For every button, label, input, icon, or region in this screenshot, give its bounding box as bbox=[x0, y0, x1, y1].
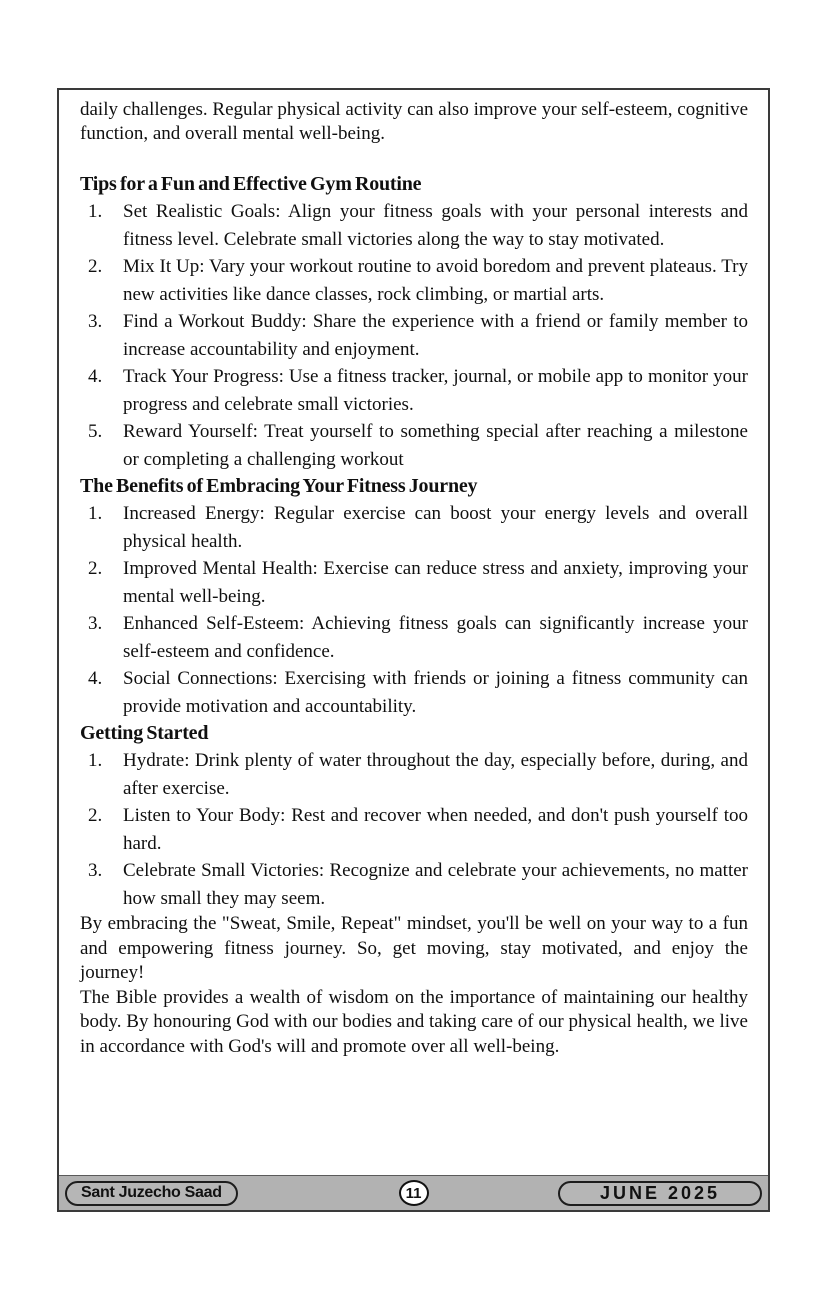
list-item-number: 4. bbox=[88, 668, 103, 689]
benefits-list bbox=[80, 500, 748, 720]
list-item-number: 5. bbox=[88, 421, 103, 442]
list-item bbox=[80, 363, 748, 418]
page-number-label: 11 bbox=[405, 1184, 422, 1202]
closing-paragraph: The Bible provides a wealth of wisdom on the importance of maintaining our healthy body. By honouring God with our bodies and taking care of our physical health, we live in accordance with God's will and promote over all well-being. bbox=[80, 986, 748, 1057]
issue-date-label: JUNE 2025 bbox=[599, 1182, 721, 1203]
list-item-number: 1. bbox=[88, 750, 103, 771]
list-item-text: Increased Energy: Regular exercise can boost your energy levels and overall physical health. bbox=[123, 503, 748, 552]
list-item-text: Social Connections: Exercising with friends or joining a fitness community can provide motivation and accountability. bbox=[123, 668, 748, 717]
publication-name-label: Sant Juzecho Saad bbox=[81, 1184, 222, 1201]
list-item bbox=[80, 198, 748, 253]
list-item-number: 2. bbox=[88, 558, 103, 579]
intro-paragraph: daily challenges. Regular physical activity can also improve your self-esteem, cognitive function, and overall mental well-being. bbox=[80, 99, 748, 144]
list-item-number: 2. bbox=[88, 805, 103, 826]
list-item bbox=[80, 555, 748, 610]
list-item bbox=[80, 857, 748, 912]
list-item bbox=[80, 500, 748, 555]
list-item-number: 4. bbox=[88, 366, 103, 387]
list-item-number: 2. bbox=[88, 256, 103, 277]
issue-date-badge bbox=[558, 1181, 762, 1206]
list-item-number: 3. bbox=[88, 311, 103, 332]
list-item bbox=[80, 665, 748, 720]
list-item-text: Mix It Up: Vary your workout routine to avoid boredom and prevent plateaus. Try new activities like dance classes, rock climbing, or martial arts. bbox=[123, 256, 748, 305]
list-item-text: Hydrate: Drink plenty of water throughout the day, especially before, during, and after exercise. bbox=[123, 750, 748, 799]
list-item bbox=[80, 253, 748, 308]
page-border-frame bbox=[57, 88, 770, 1212]
list-item-text: Find a Workout Buddy: Share the experience with a friend or family member to increase accountability and enjoyment. bbox=[123, 311, 748, 360]
section-heading-getting-started: Getting Started bbox=[80, 722, 209, 744]
list-item bbox=[80, 418, 748, 473]
closing-paragraph: By embracing the "Sweat, Smile, Repeat" mindset, you'll be well on your way to a fun and empowering fitness journey. So, get moving, stay motivated, and enjoy the journey! bbox=[80, 913, 748, 983]
list-item-number: 1. bbox=[88, 503, 103, 524]
publication-name-badge bbox=[65, 1181, 238, 1206]
list-item-text: Track Your Progress: Use a fitness tracker, journal, or mobile app to monitor your progress and celebrate small victories. bbox=[123, 366, 748, 415]
section-heading-benefits: The Benefits of Embracing Your Fitness Journey bbox=[80, 475, 478, 497]
page-content bbox=[59, 90, 768, 1059]
list-item-text: Celebrate Small Victories: Recognize and celebrate your achievements, no matter how small they may seem. bbox=[123, 860, 748, 909]
section-heading-tips: Tips for a Fun and Effective Gym Routine bbox=[80, 173, 422, 195]
list-item-text: Enhanced Self-Esteem: Achieving fitness goals can significantly increase your self-esteem and confidence. bbox=[123, 613, 748, 662]
tips-list bbox=[80, 198, 748, 473]
list-item-text: Set Realistic Goals: Align your fitness goals with your personal interests and fitness level. Celebrate small victories along the way to stay motivated. bbox=[123, 201, 748, 250]
list-item bbox=[80, 747, 748, 802]
list-item bbox=[80, 308, 748, 363]
footer-bar bbox=[59, 1175, 768, 1210]
list-item bbox=[80, 802, 748, 857]
list-item bbox=[80, 610, 748, 665]
list-item-number: 3. bbox=[88, 613, 103, 634]
getting-started-list bbox=[80, 747, 748, 912]
list-item-number: 3. bbox=[88, 860, 103, 881]
list-item-text: Listen to Your Body: Rest and recover when needed, and don't push yourself too hard. bbox=[123, 805, 748, 854]
list-item-text: Improved Mental Health: Exercise can reduce stress and anxiety, improving your mental well-being. bbox=[123, 558, 748, 607]
page-number-badge bbox=[399, 1180, 429, 1206]
list-item-number: 1. bbox=[88, 201, 103, 222]
list-item-text: Reward Yourself: Treat yourself to something special after reaching a milestone or completing a challenging workout bbox=[123, 421, 748, 470]
